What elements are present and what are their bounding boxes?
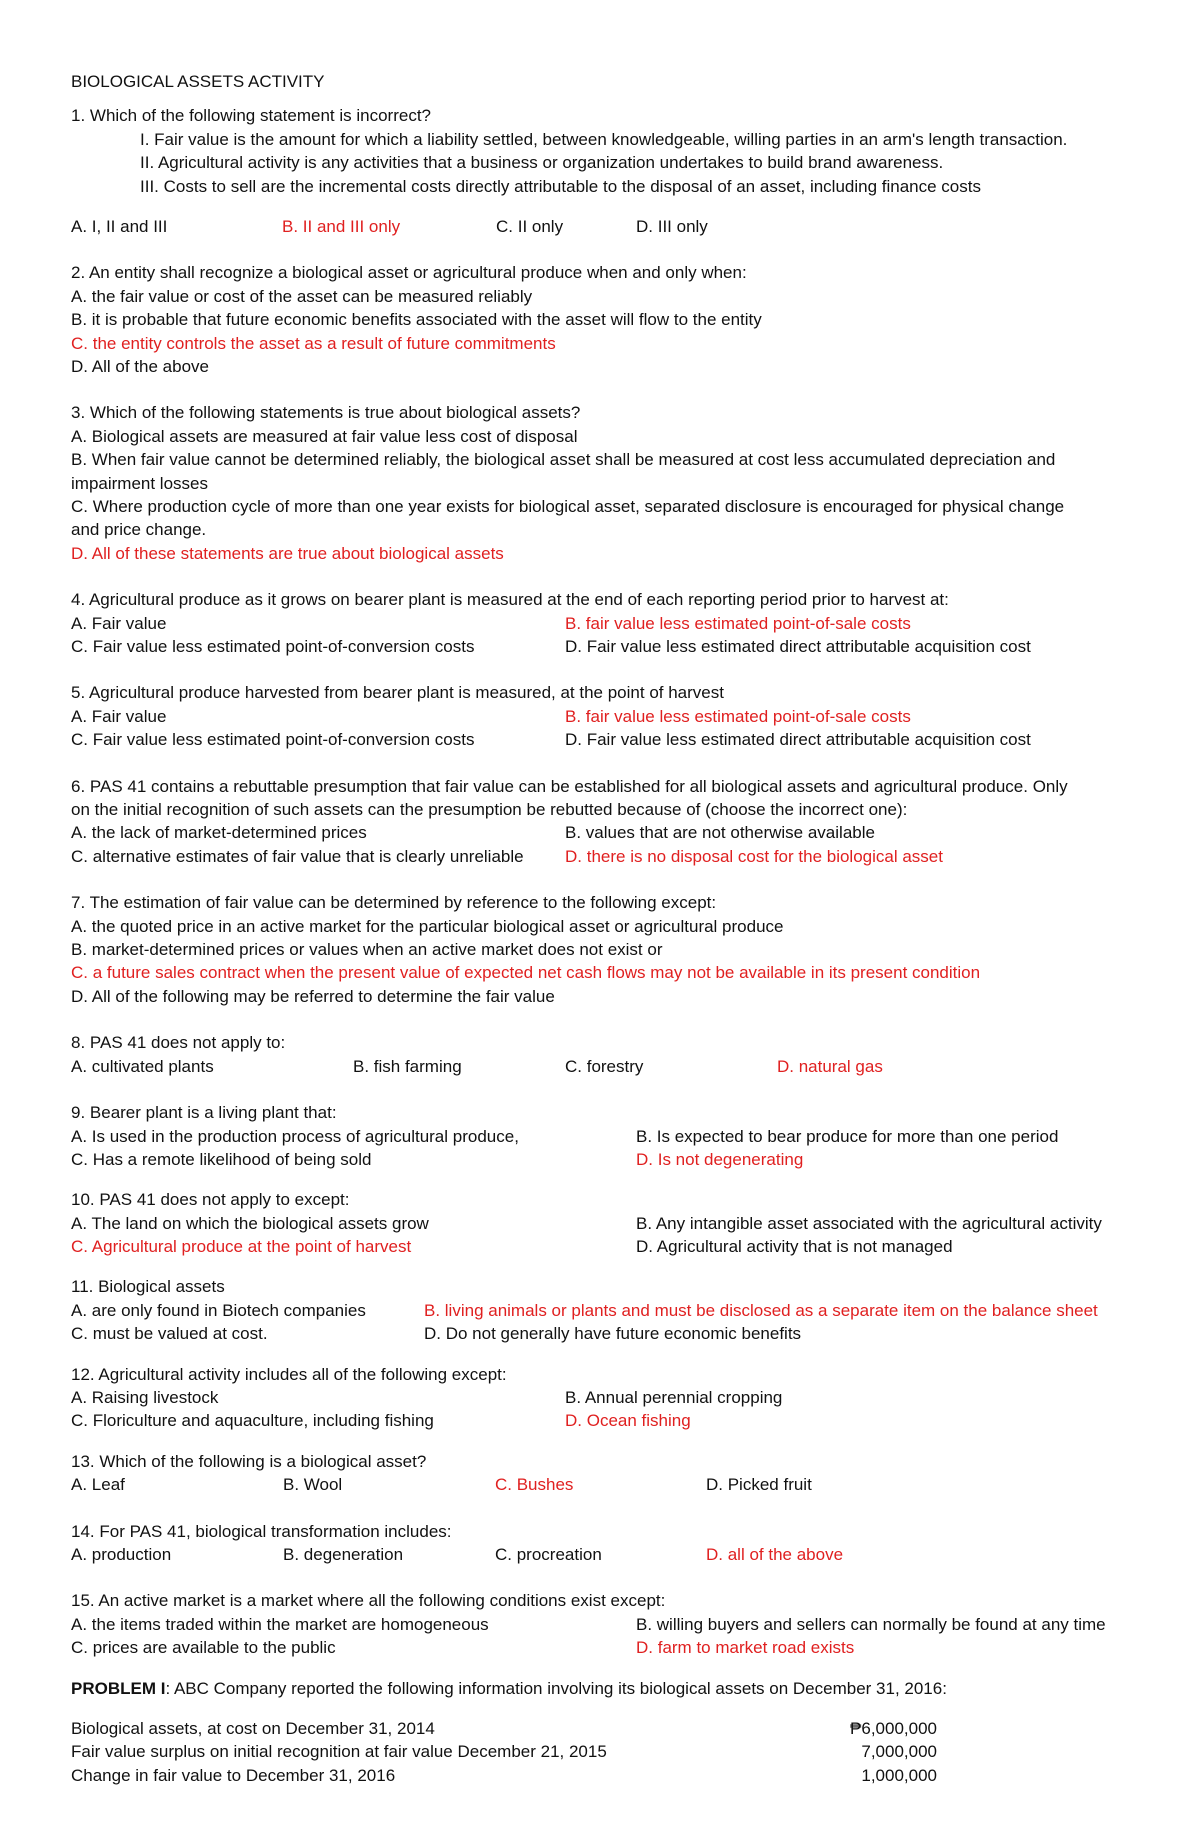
choice-d: D. Do not generally have future economic benefits bbox=[424, 1324, 802, 1344]
question-text: 9. Bearer plant is a living plant that: bbox=[71, 1103, 337, 1123]
financial-row bbox=[71, 1717, 1141, 1740]
statement: III. Costs to sell are the incremental costs directly attributable to the disposal of an asset, including finance costs bbox=[140, 176, 981, 196]
problem-intro: : ABC Company reported the following information involving its biological assets on December 31, 2016: bbox=[165, 1678, 947, 1698]
question-8 bbox=[71, 1031, 1141, 1078]
problem-heading bbox=[71, 1677, 1141, 1700]
question-9 bbox=[71, 1101, 1141, 1171]
choices-row bbox=[71, 1235, 1141, 1258]
question-3 bbox=[71, 401, 1141, 565]
choice-b: B. it is probable that future economic benefits associated with the asset will flow to the entity bbox=[71, 310, 762, 330]
choice-b-answer: B. II and III only bbox=[282, 217, 401, 237]
page-title: BIOLOGICAL ASSETS ACTIVITY bbox=[71, 72, 325, 91]
financial-row bbox=[71, 1740, 1141, 1763]
choice-c: C. must be valued at cost. bbox=[71, 1324, 268, 1344]
question-text: 8. PAS 41 does not apply to: bbox=[71, 1033, 286, 1053]
choice-c-answer: C. a future sales contract when the present value of expected net cash flows may not be available in its present condition bbox=[71, 963, 981, 983]
choice-a: A. The land on which the biological assets grow bbox=[71, 1213, 429, 1233]
document-body bbox=[71, 70, 1141, 1787]
choice-d-answer: D. there is no disposal cost for the biological asset bbox=[565, 846, 943, 866]
choices-row bbox=[71, 1636, 1141, 1659]
question-11 bbox=[71, 1275, 1141, 1345]
choice-c: C. Where production cycle of more than one year exists for biological asset, separated disclosure is encouraged for physical change bbox=[71, 497, 1065, 517]
choice-a: A. the fair value or cost of the asset can be measured reliably bbox=[71, 286, 533, 306]
choice-b-continued: impairment losses bbox=[71, 473, 208, 493]
choice-d: D. All of the above bbox=[71, 357, 209, 377]
choices-row bbox=[71, 728, 1141, 751]
question-text-continued: on the initial recognition of such assets can the presumption be rebutted because of (choose the incorrect one): bbox=[71, 800, 908, 820]
choice-a: A. Is used in the production process of agricultural produce, bbox=[71, 1126, 519, 1146]
choice-d-answer: D. farm to market road exists bbox=[636, 1638, 855, 1658]
choice-b: B. degeneration bbox=[283, 1545, 404, 1565]
financial-amount: ₱6,000,000 bbox=[850, 1719, 937, 1739]
choice-d: D. All of the following may be referred to determine the fair value bbox=[71, 986, 555, 1006]
question-text: 7. The estimation of fair value can be determined by reference to the following except: bbox=[71, 893, 717, 913]
choice-a: A. the lack of market-determined prices bbox=[71, 823, 367, 843]
choice-d-answer: D. Ocean fishing bbox=[565, 1411, 691, 1431]
question-text: 11. Biological assets bbox=[71, 1277, 225, 1297]
choice-c: C. Has a remote likelihood of being sold bbox=[71, 1149, 372, 1169]
choices-row bbox=[71, 845, 1141, 868]
question-6 bbox=[71, 775, 1141, 869]
question-13 bbox=[71, 1450, 1141, 1497]
choice-c: C. forestry bbox=[565, 1056, 644, 1076]
choices-row bbox=[71, 705, 1141, 728]
choice-b: B. willing buyers and sellers can normally be found at any time bbox=[636, 1614, 1106, 1634]
choice-c: C. Fair value less estimated point-of-conversion costs bbox=[71, 637, 475, 657]
choice-b-answer: B. fair value less estimated point-of-sale costs bbox=[565, 706, 911, 726]
choice-a: A. Raising livestock bbox=[71, 1388, 219, 1408]
choice-a: A. the items traded within the market are homogeneous bbox=[71, 1614, 489, 1634]
question-text: 10. PAS 41 does not apply to except: bbox=[71, 1190, 350, 1210]
choice-d-answer: D. All of these statements are true about biological assets bbox=[71, 543, 504, 563]
choice-c-answer: C. the entity controls the asset as a result of future commitments bbox=[71, 333, 556, 353]
choice-a: A. I, II and III bbox=[71, 217, 168, 237]
choice-a: A. Biological assets are measured at fair value less cost of disposal bbox=[71, 426, 578, 446]
choices-row bbox=[71, 1055, 1141, 1078]
choice-b: B. Any intangible asset associated with the agricultural activity bbox=[636, 1213, 1102, 1233]
choice-b: B. Annual perennial cropping bbox=[565, 1388, 783, 1408]
question-7 bbox=[71, 891, 1141, 1008]
choice-c: C. Fair value less estimated point-of-conversion costs bbox=[71, 730, 475, 750]
question-text: 13. Which of the following is a biological asset? bbox=[71, 1451, 427, 1471]
choices-row bbox=[71, 821, 1141, 844]
choices-row bbox=[71, 1613, 1141, 1636]
choice-b: B. values that are not otherwise available bbox=[565, 823, 875, 843]
choice-c: C. Floriculture and aquaculture, including fishing bbox=[71, 1411, 434, 1431]
question-text: 4. Agricultural produce as it grows on bearer plant is measured at the end of each reporting period prior to harvest at: bbox=[71, 590, 949, 610]
question-text: 14. For PAS 41, biological transformation includes: bbox=[71, 1521, 452, 1541]
financial-row bbox=[71, 1764, 1141, 1787]
question-12 bbox=[71, 1363, 1141, 1433]
question-15 bbox=[71, 1589, 1141, 1659]
choices-row bbox=[71, 1148, 1141, 1171]
choice-b-answer: B. living animals or plants and must be disclosed as a separate item on the balance sheet bbox=[424, 1300, 1098, 1320]
statement: II. Agricultural activity is any activities that a business or organization undertakes to build brand awareness. bbox=[140, 153, 944, 173]
choice-a: A. are only found in Biotech companies bbox=[71, 1300, 366, 1320]
choice-a: A. Fair value bbox=[71, 613, 167, 633]
question-4 bbox=[71, 588, 1141, 658]
question-text: 12. Agricultural activity includes all of the following except: bbox=[71, 1364, 507, 1384]
choice-d-answer: D. all of the above bbox=[706, 1545, 844, 1565]
question-text: 5. Agricultural produce harvested from bearer plant is measured, at the point of harvest bbox=[71, 683, 724, 703]
financial-label: Biological assets, at cost on December 31, 2014 bbox=[71, 1719, 435, 1739]
choices-row bbox=[71, 1299, 1141, 1322]
choices-row bbox=[71, 1212, 1141, 1235]
choice-a: A. Leaf bbox=[71, 1475, 125, 1495]
choice-d-answer: D. natural gas bbox=[777, 1056, 883, 1076]
choice-b-answer: B. fair value less estimated point-of-sale costs bbox=[565, 613, 911, 633]
problem-label: PROBLEM I bbox=[71, 1678, 166, 1698]
choices-row bbox=[71, 1409, 1141, 1432]
question-text: 2. An entity shall recognize a biological asset or agricultural produce when and only when: bbox=[71, 263, 747, 283]
financial-label: Fair value surplus on initial recognition at fair value December 21, 2015 bbox=[71, 1742, 607, 1762]
choice-b: B. Wool bbox=[283, 1475, 343, 1495]
choices-row bbox=[71, 612, 1141, 635]
choice-c: C. alternative estimates of fair value that is clearly unreliable bbox=[71, 846, 524, 866]
question-5 bbox=[71, 681, 1141, 751]
choice-d: D. III only bbox=[636, 217, 708, 237]
choice-a: A. Fair value bbox=[71, 706, 167, 726]
question-2 bbox=[71, 261, 1141, 378]
choices-row bbox=[71, 215, 1141, 238]
choice-a: A. cultivated plants bbox=[71, 1056, 214, 1076]
question-text: 3. Which of the following statements is true about biological assets? bbox=[71, 403, 581, 423]
choice-d: D. Fair value less estimated direct attributable acquisition cost bbox=[565, 637, 1031, 657]
choice-b: B. When fair value cannot be determined reliably, the biological asset shall be measured at cost less accumulated depreciation and bbox=[71, 450, 1056, 470]
choice-c-continued: and price change. bbox=[71, 520, 207, 540]
question-14 bbox=[71, 1520, 1141, 1567]
choice-c-answer: C. Agricultural produce at the point of harvest bbox=[71, 1237, 412, 1257]
question-10 bbox=[71, 1188, 1141, 1258]
choice-b: B. market-determined prices or values when an active market does not exist or bbox=[71, 940, 663, 960]
choices-row bbox=[71, 1473, 1141, 1496]
choices-row bbox=[71, 1322, 1141, 1345]
choice-c: C. prices are available to the public bbox=[71, 1638, 336, 1658]
choice-a: A. the quoted price in an active market for the particular biological asset or agricultural produce bbox=[71, 916, 784, 936]
choice-d: D. Picked fruit bbox=[706, 1475, 812, 1495]
question-text: 1. Which of the following statement is incorrect? bbox=[71, 106, 431, 126]
choice-b: B. fish farming bbox=[353, 1056, 462, 1076]
choice-c-answer: C. Bushes bbox=[495, 1475, 574, 1495]
question-text: 15. An active market is a market where all the following conditions exist except: bbox=[71, 1591, 666, 1611]
financial-amount: 1,000,000 bbox=[861, 1765, 937, 1785]
choice-a: A. production bbox=[71, 1545, 172, 1565]
choice-d: D. Agricultural activity that is not managed bbox=[636, 1237, 953, 1257]
choice-b: B. Is expected to bear produce for more than one period bbox=[636, 1126, 1059, 1146]
choice-d: D. Fair value less estimated direct attributable acquisition cost bbox=[565, 730, 1031, 750]
choice-c: C. II only bbox=[496, 217, 564, 237]
financial-label: Change in fair value to December 31, 2016 bbox=[71, 1765, 396, 1785]
choice-d-answer: D. Is not degenerating bbox=[636, 1149, 804, 1169]
choice-c: C. procreation bbox=[495, 1545, 602, 1565]
choices-row bbox=[71, 1386, 1141, 1409]
choices-row bbox=[71, 635, 1141, 658]
question-text: 6. PAS 41 contains a rebuttable presumption that fair value can be established for all biological assets and agricultural produce. Only bbox=[71, 776, 1068, 796]
choices-row bbox=[71, 1125, 1141, 1148]
financial-amount: 7,000,000 bbox=[861, 1742, 937, 1762]
statement: I. Fair value is the amount for which a liability settled, between knowledgeable, willing parties in an arm's length transaction. bbox=[140, 129, 1068, 149]
question-1 bbox=[71, 104, 1141, 238]
choices-row bbox=[71, 1543, 1141, 1566]
